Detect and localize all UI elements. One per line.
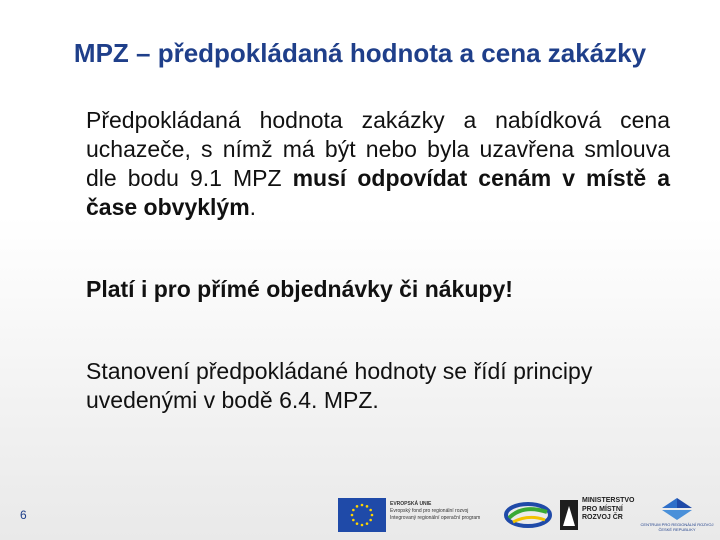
paragraph-1-text: Předpokládaná hodnota zakázky a nabídková cena uchazeče, s nímž má být nebo byla uzavřena smlouva dle bodu 9.1 MPZ — [86, 107, 670, 191]
eu-star-icon — [371, 514, 374, 517]
eu-flag-icon — [338, 498, 386, 532]
eu-logo-line-1: EVROPSKÁ UNIE — [390, 501, 432, 507]
paragraph-1-emphasis: musí odpovídat cenám v místě a čase obvyklým — [86, 165, 670, 220]
paragraph-value-and-price — [86, 106, 670, 222]
ministry-logo — [560, 496, 635, 534]
crr-logo — [640, 496, 714, 534]
ministry-line-1: MINISTERSTVO — [582, 497, 635, 504]
ministry-logo-text — [582, 497, 634, 523]
ministry-mark-icon — [560, 500, 578, 530]
crr-line-2: ČESKÉ REPUBLIKY — [658, 527, 696, 532]
paragraph-direct-orders: Platí i pro přímé objednávky či nákupy! — [86, 276, 513, 302]
eu-star-icon — [352, 519, 355, 522]
page-number: 6 — [20, 508, 27, 522]
crr-logo-text — [640, 522, 714, 532]
eu-star-icon — [369, 519, 372, 522]
eu-star-icon — [366, 522, 369, 525]
eu-star-icon — [361, 504, 364, 507]
eu-logo-line-2: Evropský fond pro regionální rozvoj — [390, 508, 469, 514]
eu-star-icon — [369, 509, 372, 512]
eu-logo — [338, 498, 490, 532]
ministry-line-3: ROZVOJ ČR — [582, 514, 623, 521]
eu-star-icon — [361, 524, 364, 527]
eu-star-icon — [352, 509, 355, 512]
eu-star-icon — [351, 514, 354, 517]
eu-logo-text — [390, 501, 490, 522]
paragraph-estimated-value: Stanovení předpokládané hodnoty se řídí principy uvedenými v bodě 6.4. MPZ. — [86, 358, 593, 413]
ministry-line-2: PRO MÍSTNÍ — [582, 505, 623, 513]
slide-title: MPZ – předpokládaná hodnota a cena zakázky — [73, 38, 647, 68]
paragraph-1-end: . — [249, 194, 257, 220]
eu-star-icon — [356, 522, 359, 525]
slide-content — [86, 106, 670, 415]
eu-logo-line-3: Integrovaný regionální operační program — [390, 515, 481, 521]
crr-line-1: CENTRUM PRO REGIONÁLNÍ ROZVOJ — [640, 522, 714, 527]
footer — [0, 490, 720, 540]
eu-star-icon — [356, 505, 359, 508]
irop-swirl-icon — [503, 500, 553, 530]
crr-mark-icon — [640, 496, 714, 522]
eu-star-icon — [366, 505, 369, 508]
